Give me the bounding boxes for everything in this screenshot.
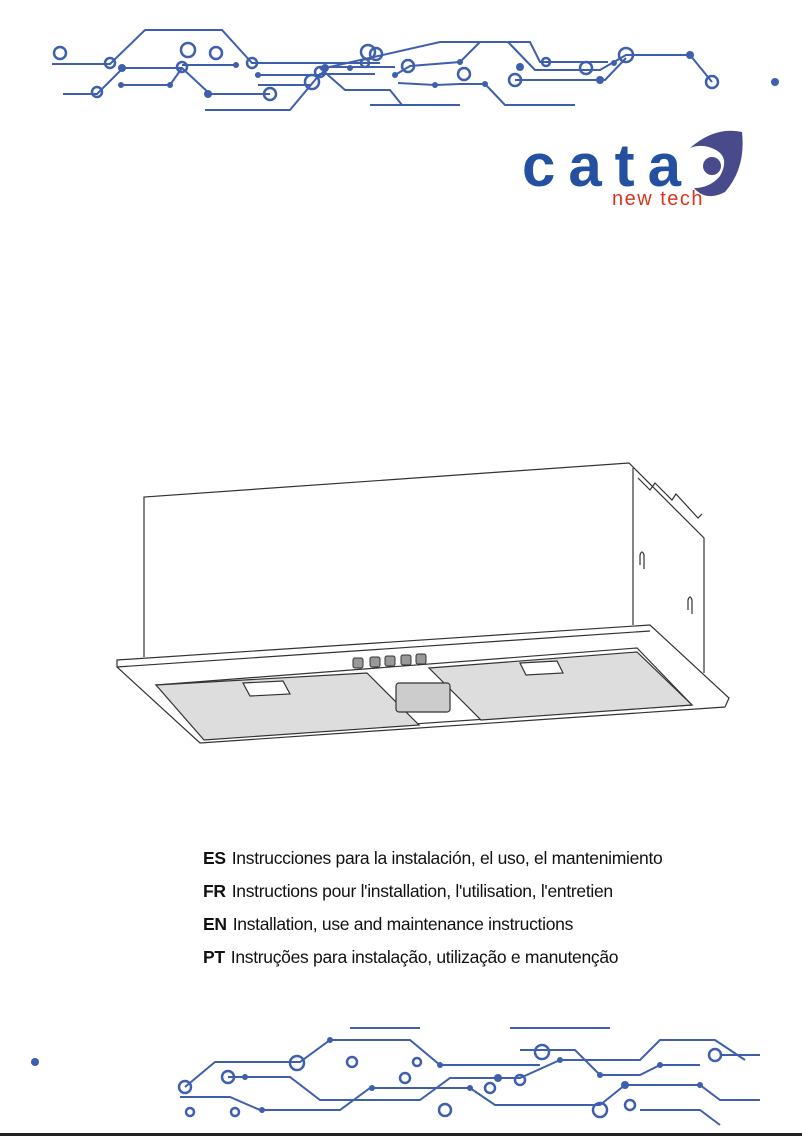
language-code: EN [203,914,227,934]
language-text: Instruções para instalação, utilização e manutenção [230,947,619,967]
language-line-pt [203,945,663,978]
svg-text:cata: cata [522,132,680,199]
language-text: Installation, use and maintenance instructions [232,914,574,934]
language-code: ES [203,848,226,868]
language-text: Instrucciones para la instalación, el uso, el mantenimiento [231,848,663,868]
language-text: Instructions pour l'installation, l'utilisation, l'entretien [231,881,613,901]
cata-logo [520,128,750,210]
svg-text:new tech: new tech [612,188,705,210]
language-line-en [203,912,663,945]
language-line-es [203,846,663,879]
bottom-circuit-decoration [0,1020,802,1130]
language-code: PT [203,947,225,967]
language-code: FR [203,881,226,901]
top-circuit-decoration [0,0,802,120]
language-line-fr [203,879,663,912]
language-instructions-list [203,846,663,978]
range-hood-illustration [0,440,802,770]
